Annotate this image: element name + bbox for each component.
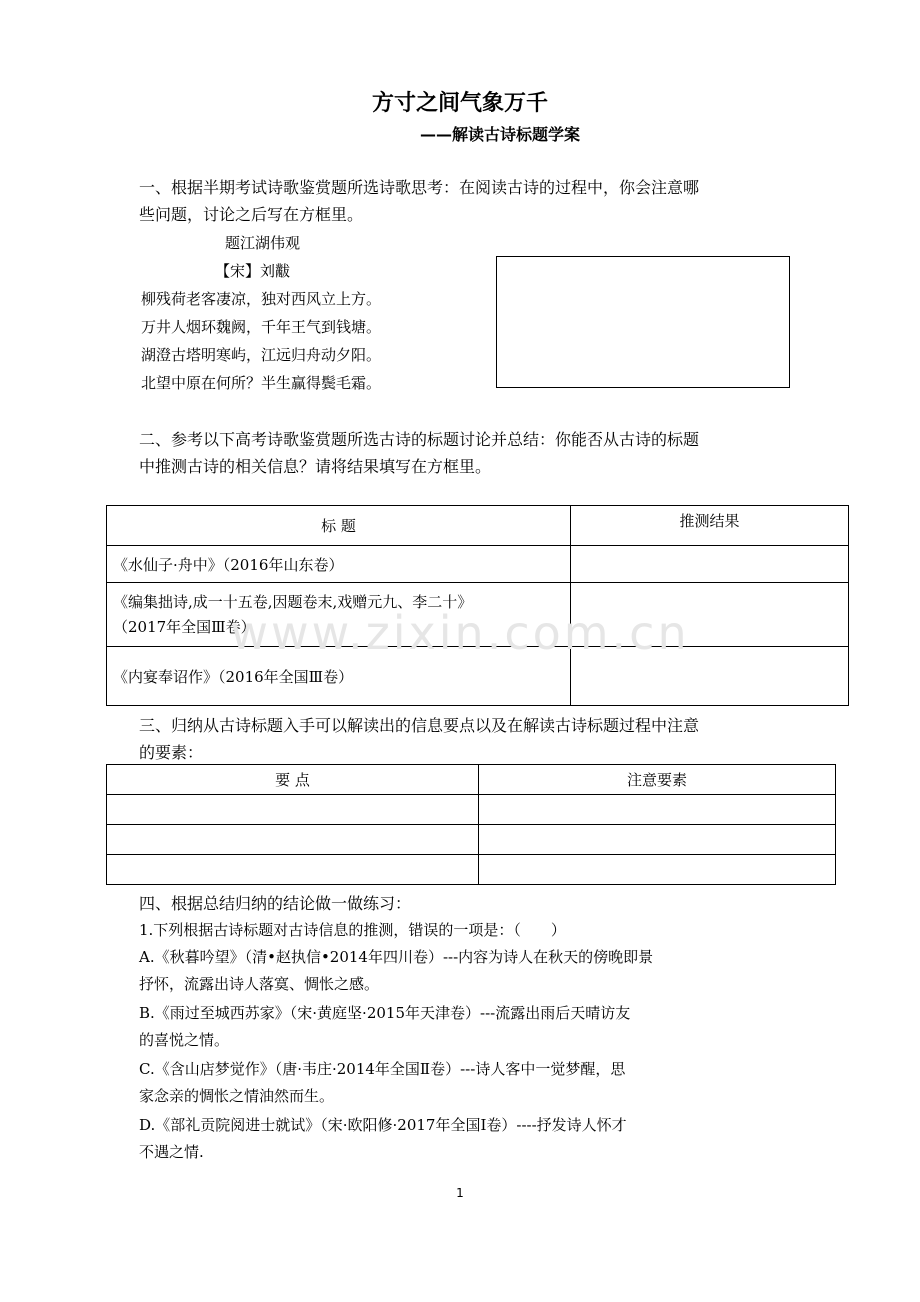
poem-line: 北望中原在何所？半生赢得鬓毛霜。 [141,374,382,392]
question-text: 1.下列根据古诗标题对古诗信息的推测，错误的一项是：（ ） [139,921,566,939]
row-title-cell [107,546,571,583]
section1-text-line2: 些问题，讨论之后写在方框里。 [139,205,364,224]
row-title-line2: （2017年全国Ⅲ卷） [113,617,256,636]
header-elements: 注意要素 [479,765,836,795]
section2-text-line2: 中推测古诗的相关信息？请将结果填写在方框里。 [139,457,492,476]
table-header-row [107,765,836,795]
row-title: 《编集拙诗,成一十五卷,因题卷末,戏赠元九、李二十》 [113,592,473,611]
poem-line: 湖澄古塔明寒屿，江远归舟动夕阳。 [141,346,382,364]
table-row [107,546,849,583]
elements-cell[interactable] [479,855,836,885]
page-title: 方寸之间气象万千 [371,91,548,116]
points-cell[interactable] [107,855,479,885]
option-d-line1: D.《部礼贡院阅进士就试》（宋·欧阳修·2017年全国Ⅰ卷）----抒发诗人怀才 [139,1116,627,1134]
section3-text-line2: 的要素： [139,743,204,762]
option-b-line2: 的喜悦之情。 [139,1031,230,1049]
header-result: 推测结果 [571,506,849,546]
page-number: 1 [456,1186,464,1200]
header-title: 标 题 [107,506,571,546]
answer-box[interactable] [496,256,790,388]
poem-author: 【宋】刘黻 [215,262,291,280]
points-cell[interactable] [107,795,479,825]
section3-text-line1: 三、归纳从古诗标题入手可以解读出的信息要点以及在解读古诗标题过程中注意 [139,716,700,735]
option-d-line2: 不遇之情. [139,1143,204,1161]
watermark: www.zixin.com.cn [230,606,690,660]
option-b-line1: B.《雨过至城西苏家》（宋·黄庭坚·2015年天津卷）---流露出雨后天晴访友 [139,1004,631,1022]
table-row [107,855,836,885]
poem-line: 万井人烟环魏阙，千年王气到钱塘。 [141,318,382,336]
points-cell[interactable] [107,825,479,855]
row-title: 《水仙子·舟中》（2016年山东卷） [113,555,344,574]
page-subtitle: ——解读古诗标题学案 [420,125,581,144]
table-header-row [107,506,849,546]
header-points: 要 点 [107,765,479,795]
section4-heading: 四、根据总结归纳的结论做一做练习： [139,894,412,913]
option-a-line2: 抒怀，流露出诗人落寞、惆怅之感。 [139,975,380,993]
result-cell[interactable] [571,546,849,583]
poem-line: 柳残荷老客凄凉，独对西风立上方。 [141,290,382,308]
table-row [107,795,836,825]
option-c-line2: 家念亲的惆怅之情油然而生。 [139,1087,335,1105]
elements-cell[interactable] [479,825,836,855]
summary-table [106,764,836,885]
option-a-line1: A.《秋暮吟望》（清•赵执信•2014年四川卷）---内容为诗人在秋天的傍晚即景 [139,948,654,966]
table-row [107,825,836,855]
section1-text-line1: 一、根据半期考试诗歌鉴赏题所选诗歌思考：在阅读古诗的过程中，你会注意哪 [139,178,700,197]
option-c-line1: C.《含山店梦觉作》（唐·韦庄·2014年全国Ⅱ卷）---诗人客中一觉梦醒，思 [139,1060,626,1078]
section2-text-line1: 二、参考以下高考诗歌鉴赏题所选古诗的标题讨论并总结：你能否从古诗的标题 [139,430,700,449]
elements-cell[interactable] [479,795,836,825]
poem-title: 题江湖伟观 [225,234,301,252]
row-title: 《内宴奉诏作》（2016年全国Ⅲ卷） [113,667,354,686]
